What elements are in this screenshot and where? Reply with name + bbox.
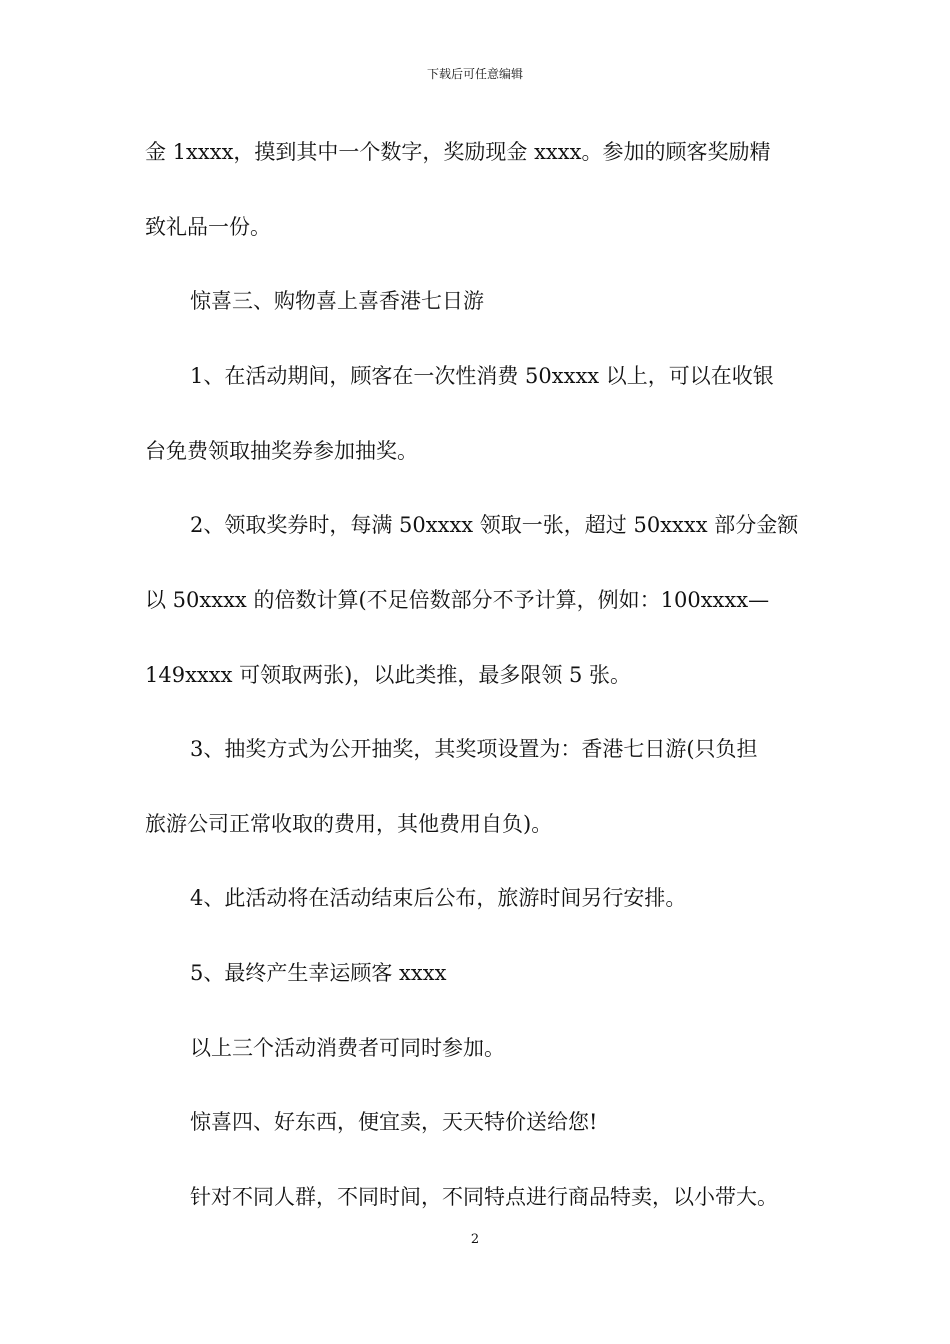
body-line-item-2-cont-1: 以 50xxxx 的倍数计算(不足倍数部分不予计算，例如：100xxxx—	[145, 588, 770, 612]
body-line-item-4: 4、此活动将在活动结束后公布，旅游时间另行安排。	[190, 886, 687, 910]
body-line-item-3: 3、抽奖方式为公开抽奖，其奖项设置为：香港七日游(只负担	[190, 737, 758, 761]
body-line-final: 针对不同人群，不同时间，不同特点进行商品特卖，以小带大。	[190, 1185, 778, 1209]
body-line-summary: 以上三个活动消费者可同时参加。	[190, 1036, 505, 1060]
page-number: 2	[470, 1232, 480, 1247]
body-line-item-2: 2、领取奖券时，每满 50xxxx 领取一张，超过 50xxxx 部分金额	[190, 513, 799, 537]
page-header: 下载后可任意编辑	[426, 67, 523, 81]
section-heading-surprise-4: 惊喜四、好东西，便宜卖，天天特价送给您!	[190, 1110, 598, 1134]
section-heading-surprise-3: 惊喜三、购物喜上喜香港七日游	[190, 289, 484, 313]
body-line-item-1-cont: 台免费领取抽奖券参加抽奖。	[145, 439, 418, 463]
body-line-2: 致礼品一份。	[145, 215, 271, 239]
body-line-1: 金 1xxxx，摸到其中一个数字，奖励现金 xxxx。参加的顾客奖励精	[145, 140, 771, 164]
body-line-item-1: 1、在活动期间，顾客在一次性消费 50xxxx 以上，可以在收银	[190, 364, 774, 388]
body-line-item-2-cont-2: 149xxxx 可领取两张)，以此类推，最多限领 5 张。	[145, 663, 632, 687]
body-line-item-3-cont: 旅游公司正常收取的费用，其他费用自负)。	[145, 812, 553, 836]
body-line-item-5: 5、最终产生幸运顾客 xxxx	[190, 961, 447, 985]
